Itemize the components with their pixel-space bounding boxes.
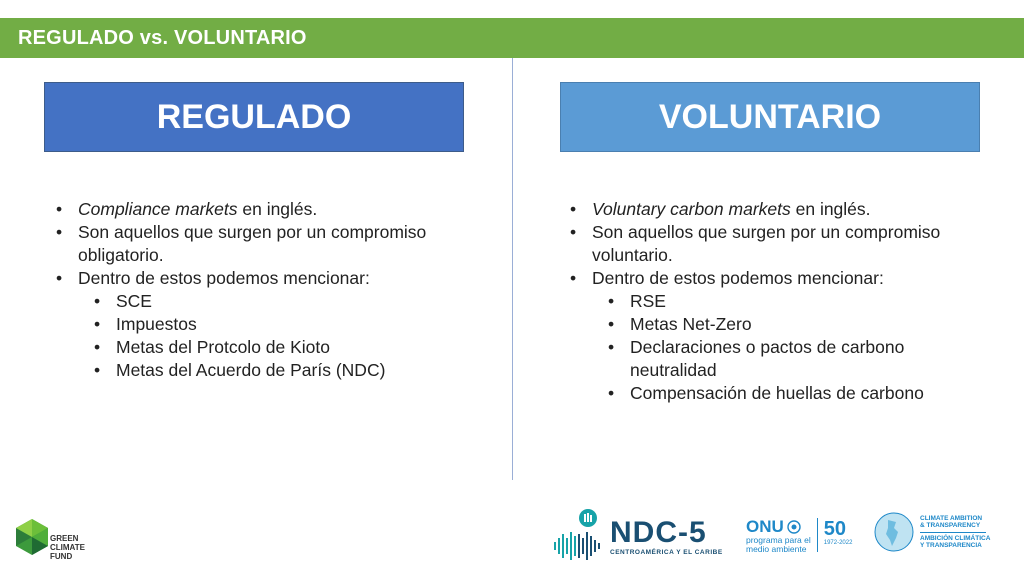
unep-fifty: 50 [823,518,846,540]
column-divider [512,58,513,480]
item-text: en inglés. [790,199,871,219]
unep-anniversary [824,518,853,546]
unep-line: programa para el [746,535,811,545]
voluntario-heading: VOLUNTARIO [658,97,882,136]
ndc-title: NDC-5 [610,515,707,549]
list-item: • Son aquellos que surgen por un compromiso voluntario. [564,221,984,267]
climate-ambition-logo [874,512,990,552]
gcf-line: GREEN [50,534,79,543]
cat-separator [920,532,986,533]
footer-logos [0,500,1024,576]
cat-line: & TRANSPARENCY [920,522,981,529]
unep-name: ONU [746,517,784,536]
item-text: Dentro de estos podemos mencionar: [78,268,370,288]
sublist-item: • RSE [592,290,984,313]
green-climate-fund-logo [12,512,85,561]
unep-name-row [746,518,811,536]
unep-years: 1972-2022 [823,540,853,546]
gcf-line: CLIMATE [50,543,85,552]
cat-wordmark [920,515,990,550]
gcf-globe-icon [12,517,52,557]
unep-logo [746,518,852,554]
list-item [50,267,470,382]
sublist-item: • Declaraciones o pactos de carbono neutralidad [592,336,984,382]
list-item [564,267,984,405]
gcf-line: FUND [50,552,73,561]
sublist-item: • Compensación de huellas de carbono [592,382,984,405]
item-text: Dentro de estos podemos mencionar: [592,268,884,288]
gcf-wordmark [50,534,85,561]
americas-globe-icon [874,512,914,552]
cat-line: AMBICIÓN CLIMÁTICA [920,534,991,542]
slide-title: REGULADO vs. VOLUNTARIO [18,26,307,49]
ndc-waveform-icon [552,508,604,564]
sublist-item: • Impuestos [78,313,470,336]
title-bar [0,18,1024,58]
cat-line: Y TRANSPARENCIA [920,542,982,549]
ndc-wordmark [610,517,723,556]
voluntario-heading-box [560,82,980,152]
ndc-subtitle: CENTROAMÉRICA Y EL CARIBE [610,548,723,556]
voluntario-sublist [592,290,984,405]
list-item [50,198,470,221]
sublist-item: • SCE [78,290,470,313]
voluntario-column [564,198,984,405]
item-emphasis: Compliance markets [78,199,238,219]
unep-line: medio ambiente [746,544,807,554]
regulado-heading-box [44,82,464,152]
cat-line: CLIMATE AMBITION [920,514,983,522]
item-text: en inglés. [237,199,318,219]
sublist-item: • Metas del Acuerdo de París (NDC) [78,359,470,382]
voluntario-list [564,198,984,405]
item-emphasis: Voluntary carbon markets [592,199,791,219]
list-item: • Son aquellos que surgen por un compromiso obligatorio. [50,221,470,267]
unep-wordmark [746,518,811,554]
regulado-list [50,198,470,382]
ndc5-logo [552,508,723,564]
unep-separator [817,518,818,552]
sublist-item: • Metas Net-Zero [592,313,984,336]
list-item [564,198,984,221]
un-emblem-icon [787,520,801,534]
regulado-column [50,198,470,382]
regulado-heading: REGULADO [156,97,352,136]
sublist-item: • Metas del Protcolo de Kioto [78,336,470,359]
regulado-sublist [78,290,470,382]
